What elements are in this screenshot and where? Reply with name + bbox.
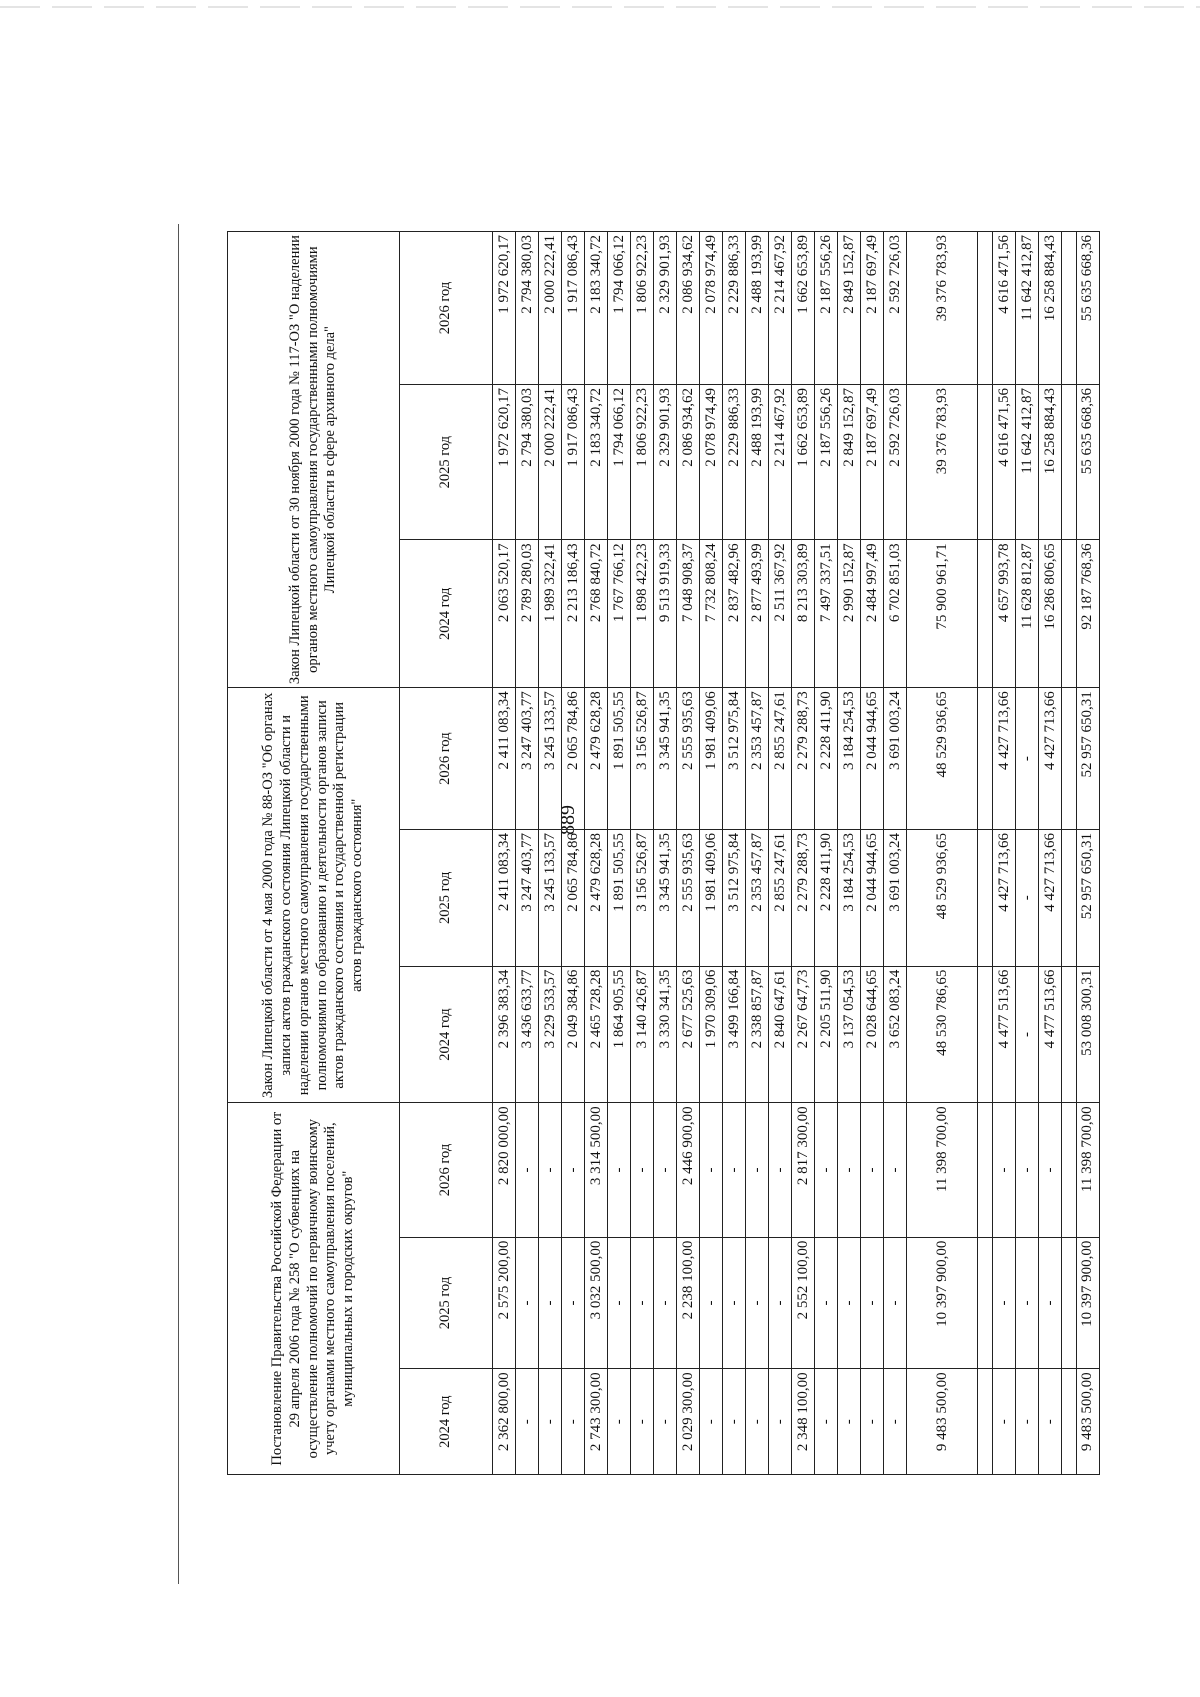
table-cell: - — [539, 1237, 562, 1369]
table-cell: - — [539, 1369, 562, 1475]
table-cell: - — [608, 1103, 631, 1237]
table-cell: 2 789 280,03 — [516, 540, 539, 688]
table-cell: 2 555 935,63 — [677, 688, 700, 830]
table-cell: 1 794 066,12 — [608, 384, 631, 539]
table-cell: 4 616 471,56 — [993, 384, 1016, 539]
table-row — [838, 232, 861, 1475]
table-cell: - — [861, 1103, 884, 1237]
table-cell: 11 398 700,00 — [907, 1103, 978, 1237]
table-cell: - — [562, 1103, 585, 1237]
empty-cell — [978, 829, 993, 966]
table-cell: 6 702 851,03 — [884, 540, 907, 688]
table-body — [493, 232, 1100, 1475]
table-cell: - — [838, 1103, 861, 1237]
table-cell: 2 187 556,26 — [815, 384, 838, 539]
empty-cell — [1062, 540, 1077, 688]
spacer-row — [1062, 232, 1077, 1475]
table-cell: 16 286 806,65 — [1039, 540, 1062, 688]
table-cell: 3 184 254,53 — [838, 829, 861, 966]
table-cell: 2 183 340,72 — [585, 384, 608, 539]
table-cell: - — [769, 1103, 792, 1237]
year-header: 2025 год — [400, 1237, 493, 1369]
table-cell: 2 187 556,26 — [815, 232, 838, 385]
table-cell: - — [1016, 1103, 1039, 1237]
table-row — [585, 232, 608, 1475]
table-cell: 3 499 166,84 — [723, 966, 746, 1103]
table-cell: - — [1016, 829, 1039, 966]
table-row — [654, 232, 677, 1475]
table-cell: 2 000 222,41 — [539, 232, 562, 385]
empty-cell — [978, 1237, 993, 1369]
table-cell: 2 279 288,73 — [792, 829, 815, 966]
table-row — [769, 232, 792, 1475]
table-cell: - — [861, 1237, 884, 1369]
table-cell: 2 065 784,86 — [562, 688, 585, 830]
subtotal-row — [907, 232, 978, 1475]
table-cell: 2 877 493,99 — [746, 540, 769, 688]
table-cell: 2 411 083,34 — [493, 829, 516, 966]
table-row — [677, 232, 700, 1475]
table-cell: 11 642 412,87 — [1016, 232, 1039, 385]
table-row — [562, 232, 585, 1475]
table-cell: 2 488 193,99 — [746, 384, 769, 539]
table-cell: 2 479 628,28 — [585, 688, 608, 830]
table-cell: 9 513 919,33 — [654, 540, 677, 688]
table-cell: 7 732 808,24 — [700, 540, 723, 688]
table-cell: 1 981 409,06 — [700, 829, 723, 966]
empty-cell — [978, 688, 993, 830]
table-cell: 2 855 247,61 — [769, 829, 792, 966]
table-cell: 1 970 309,06 — [700, 966, 723, 1103]
table-cell: 2 229 886,33 — [723, 384, 746, 539]
table-cell: 2 078 974,49 — [700, 384, 723, 539]
table-cell: 11 642 412,87 — [1016, 384, 1039, 539]
table-row — [861, 232, 884, 1475]
table-cell: - — [993, 1369, 1016, 1475]
table-row — [631, 232, 654, 1475]
table-cell: 1 662 653,89 — [792, 384, 815, 539]
table-cell: 3 345 941,35 — [654, 688, 677, 830]
table-cell: 10 397 900,00 — [907, 1237, 978, 1369]
table-cell: 2 592 726,03 — [884, 384, 907, 539]
table-cell: 2 063 520,17 — [493, 540, 516, 688]
table-cell: 2 078 974,49 — [700, 232, 723, 385]
table-cell: 1 891 505,55 — [608, 829, 631, 966]
table-cell: 2 205 511,90 — [815, 966, 838, 1103]
table-cell: 2 000 222,41 — [539, 384, 562, 539]
table-cell: 2 214 467,92 — [769, 232, 792, 385]
table-cell: - — [815, 1237, 838, 1369]
table-cell: 1 972 620,17 — [493, 232, 516, 385]
table-cell: 3 691 003,24 — [884, 829, 907, 966]
empty-cell — [978, 540, 993, 688]
table-cell: - — [654, 1237, 677, 1369]
table-cell: 3 691 003,24 — [884, 688, 907, 830]
table-cell: - — [861, 1369, 884, 1475]
table-cell: 3 512 975,84 — [723, 829, 746, 966]
table-cell: - — [562, 1237, 585, 1369]
table-cell: - — [838, 1369, 861, 1475]
table-cell: 2 411 083,34 — [493, 688, 516, 830]
table-cell: 2 238 100,00 — [677, 1237, 700, 1369]
table-cell: 1 972 620,17 — [493, 384, 516, 539]
table-cell: 39 376 783,93 — [907, 232, 978, 385]
table-cell: - — [608, 1369, 631, 1475]
table-cell: - — [815, 1103, 838, 1237]
table-cell: 2 465 728,28 — [585, 966, 608, 1103]
table-cell: 4 477 513,66 — [1039, 966, 1062, 1103]
table-cell: 1 989 322,41 — [539, 540, 562, 688]
table-row — [493, 232, 516, 1475]
scan-edge-artifact — [0, 6, 1200, 8]
table-cell: 1 917 086,43 — [562, 384, 585, 539]
table-cell: 2 187 697,49 — [861, 232, 884, 385]
table-cell: - — [516, 1103, 539, 1237]
table-cell: 9 483 500,00 — [907, 1369, 978, 1475]
table-cell: 2 555 935,63 — [677, 829, 700, 966]
table-cell: - — [723, 1369, 746, 1475]
table-cell: - — [815, 1369, 838, 1475]
table-cell: 2 396 383,34 — [493, 966, 516, 1103]
table-cell: 8 213 303,89 — [792, 540, 815, 688]
table-cell: 2 228 411,90 — [815, 829, 838, 966]
table-row — [516, 232, 539, 1475]
table-cell: - — [654, 1369, 677, 1475]
table-cell: - — [884, 1369, 907, 1475]
table-cell: 2 267 647,73 — [792, 966, 815, 1103]
table-cell: 2 575 200,00 — [493, 1237, 516, 1369]
table-cell: 3 436 633,77 — [516, 966, 539, 1103]
year-header: 2026 год — [400, 232, 493, 385]
table-cell: 2 794 380,03 — [516, 232, 539, 385]
table-cell: - — [1016, 1369, 1039, 1475]
table-cell: 2 348 100,00 — [792, 1369, 815, 1475]
table-cell: 3 512 975,84 — [723, 688, 746, 830]
table-cell: 2 768 840,72 — [585, 540, 608, 688]
empty-cell — [978, 1103, 993, 1237]
empty-cell — [1062, 232, 1077, 385]
table-cell: 7 048 908,37 — [677, 540, 700, 688]
table-cell: 11 398 700,00 — [1076, 1103, 1099, 1237]
table-cell: 2 044 944,65 — [861, 688, 884, 830]
table-cell: 2 028 644,65 — [861, 966, 884, 1103]
table-row — [723, 232, 746, 1475]
empty-cell — [1062, 966, 1077, 1103]
grand-total-row — [1076, 232, 1099, 1475]
table-cell: - — [700, 1103, 723, 1237]
table-cell: 1 794 066,12 — [608, 232, 631, 385]
table-cell: 3 140 426,87 — [631, 966, 654, 1103]
table-cell: 2 511 367,92 — [769, 540, 792, 688]
year-header: 2024 год — [400, 540, 493, 688]
table-row — [993, 232, 1016, 1475]
table-cell: 2 187 697,49 — [861, 384, 884, 539]
empty-cell — [1062, 1103, 1077, 1237]
year-header: 2026 год — [400, 688, 493, 830]
table-cell: 2 592 726,03 — [884, 232, 907, 385]
table-cell: 2 820 000,00 — [493, 1103, 516, 1237]
table-cell: - — [884, 1103, 907, 1237]
table-row — [1039, 232, 1062, 1475]
table-cell: 2 855 247,61 — [769, 688, 792, 830]
table-cell: - — [746, 1237, 769, 1369]
table-cell: 4 427 713,66 — [1039, 829, 1062, 966]
table-cell: 48 529 936,65 — [907, 829, 978, 966]
table-cell: 3 247 403,77 — [516, 829, 539, 966]
group-header-civil-registry: Закон Липецкой области от 4 мая 2000 года № 88-ОЗ "Об органах записи актов гражданского состояния Липецкой области и наделении органов местного самоуправления государственными полномочиями по образованию и деятельности органов записи актов гражданского состояния и государственной регистрации актов гражданского состояния" — [228, 688, 400, 1103]
spacer-row — [978, 232, 993, 1475]
group-header-military-registration: Постановление Правительства Российской Федерации от 29 апреля 2006 года № 258 "О субвенциях на осуществление полномочий по первичному воинскому учету органами местного самоуправления поселений, муниципальных и городских округов" — [228, 1103, 400, 1475]
table-cell: 3 156 526,87 — [631, 688, 654, 830]
empty-cell — [1062, 688, 1077, 830]
table-cell: 52 957 650,31 — [1076, 829, 1099, 966]
table-cell: - — [1039, 1369, 1062, 1475]
year-header: 2025 год — [400, 384, 493, 539]
table-cell: - — [516, 1369, 539, 1475]
table-cell: 4 477 513,66 — [993, 966, 1016, 1103]
table-cell: 3 184 254,53 — [838, 688, 861, 830]
table-cell: - — [631, 1103, 654, 1237]
table-cell: 3 245 133,57 — [539, 688, 562, 830]
table-cell: 4 427 713,66 — [993, 829, 1016, 966]
rotated-table-container — [227, 231, 1100, 1475]
table-cell: 11 628 812,87 — [1016, 540, 1039, 688]
empty-cell — [1062, 829, 1077, 966]
table-cell: 2 743 300,00 — [585, 1369, 608, 1475]
table-row — [815, 232, 838, 1475]
table-cell: - — [769, 1237, 792, 1369]
year-header-row — [400, 232, 493, 1475]
table-cell: 7 497 337,51 — [815, 540, 838, 688]
table-cell: 92 187 768,36 — [1076, 540, 1099, 688]
table-cell: 2 029 300,00 — [677, 1369, 700, 1475]
table-row — [700, 232, 723, 1475]
table-cell: 2 353 457,87 — [746, 829, 769, 966]
table-row — [1016, 232, 1039, 1475]
table-cell: 2 849 152,87 — [838, 384, 861, 539]
table-cell: 2 086 934,62 — [677, 232, 700, 385]
table-cell: - — [631, 1237, 654, 1369]
table-cell: 3 137 054,53 — [838, 966, 861, 1103]
table-cell: 2 488 193,99 — [746, 232, 769, 385]
table-cell: 2 213 186,43 — [562, 540, 585, 688]
table-cell: 48 529 936,65 — [907, 688, 978, 830]
table-cell: 4 427 713,66 — [1039, 688, 1062, 830]
table-cell: - — [1016, 688, 1039, 830]
table-cell: 4 657 993,78 — [993, 540, 1016, 688]
table-cell: - — [723, 1237, 746, 1369]
table-cell: - — [884, 1237, 907, 1369]
table-cell: - — [746, 1103, 769, 1237]
table-cell: 2 849 152,87 — [838, 232, 861, 385]
table-row — [608, 232, 631, 1475]
table-cell: 3 245 133,57 — [539, 829, 562, 966]
year-header: 2026 год — [400, 1103, 493, 1237]
table-cell: 55 635 668,36 — [1076, 232, 1099, 385]
table-cell: 2 065 784,86 — [562, 829, 585, 966]
table-cell: 75 900 961,71 — [907, 540, 978, 688]
table-cell: - — [562, 1369, 585, 1475]
table-cell: 3 652 083,24 — [884, 966, 907, 1103]
table-cell: 3 314 500,00 — [585, 1103, 608, 1237]
table-cell: 2 279 288,73 — [792, 688, 815, 830]
empty-cell — [1062, 1369, 1077, 1475]
table-cell: 52 957 650,31 — [1076, 688, 1099, 830]
table-cell: 3 156 526,87 — [631, 829, 654, 966]
table-cell: 2 229 886,33 — [723, 232, 746, 385]
table-cell: 2 086 934,62 — [677, 384, 700, 539]
table-cell: 2 214 467,92 — [769, 384, 792, 539]
table-row — [539, 232, 562, 1475]
table-cell: 1 767 766,12 — [608, 540, 631, 688]
table-cell: 3 330 341,35 — [654, 966, 677, 1103]
table-cell: 48 530 786,65 — [907, 966, 978, 1103]
year-header: 2025 год — [400, 829, 493, 966]
table-cell: - — [1016, 1237, 1039, 1369]
table-cell: 2 479 628,28 — [585, 829, 608, 966]
table-cell: 2 840 647,61 — [769, 966, 792, 1103]
table-cell: - — [838, 1237, 861, 1369]
table-row — [884, 232, 907, 1475]
table-cell: 2 362 800,00 — [493, 1369, 516, 1475]
table-cell: - — [700, 1237, 723, 1369]
group-header-archives: Закон Липецкой области от 30 ноября 2000 года № 117-ОЗ "О наделении органов местного самоуправления государственными полномочиями Липецкой области в сфере архивного дела" — [228, 232, 400, 688]
table-cell: - — [516, 1237, 539, 1369]
year-header: 2024 год — [400, 966, 493, 1103]
table-cell: 3 032 500,00 — [585, 1237, 608, 1369]
table-cell: - — [608, 1237, 631, 1369]
table-cell: 2 817 300,00 — [792, 1103, 815, 1237]
table-cell: 1 891 505,55 — [608, 688, 631, 830]
table-cell: - — [746, 1369, 769, 1475]
table-cell: - — [700, 1369, 723, 1475]
table-cell: 2 329 901,93 — [654, 384, 677, 539]
subventions-table — [227, 231, 1100, 1475]
table-cell: 4 616 471,56 — [993, 232, 1016, 385]
table-cell: 1 898 422,23 — [631, 540, 654, 688]
table-cell: 2 552 100,00 — [792, 1237, 815, 1369]
table-cell: 4 427 713,66 — [993, 688, 1016, 830]
table-cell: 3 229 533,57 — [539, 966, 562, 1103]
table-cell: 1 806 922,23 — [631, 384, 654, 539]
table-cell: - — [1016, 966, 1039, 1103]
table-cell: - — [723, 1103, 746, 1237]
table-cell: 2 228 411,90 — [815, 688, 838, 830]
table-cell: - — [1039, 1103, 1062, 1237]
empty-cell — [1062, 384, 1077, 539]
table-cell: 9 483 500,00 — [1076, 1369, 1099, 1475]
table-cell: 10 397 900,00 — [1076, 1237, 1099, 1369]
table-cell: - — [993, 1237, 1016, 1369]
margin-line — [178, 224, 179, 1584]
empty-cell — [978, 384, 993, 539]
table-cell: 1 981 409,06 — [700, 688, 723, 830]
table-cell: 1 864 905,55 — [608, 966, 631, 1103]
table-cell: 2 044 944,65 — [861, 829, 884, 966]
table-cell: - — [993, 1103, 1016, 1237]
table-cell: 3 345 941,35 — [654, 829, 677, 966]
empty-cell — [978, 232, 993, 385]
empty-cell — [978, 966, 993, 1103]
empty-cell — [1062, 1237, 1077, 1369]
table-cell: 53 008 300,31 — [1076, 966, 1099, 1103]
table-cell: - — [1039, 1237, 1062, 1369]
table-cell: 2 049 384,86 — [562, 966, 585, 1103]
table-cell: 1 806 922,23 — [631, 232, 654, 385]
table-row — [792, 232, 815, 1475]
table-cell: 3 247 403,77 — [516, 688, 539, 830]
table-row — [746, 232, 769, 1475]
page-number: 889 — [557, 805, 579, 835]
table-cell: - — [539, 1103, 562, 1237]
table-cell: 16 258 884,43 — [1039, 384, 1062, 539]
table-cell: 39 376 783,93 — [907, 384, 978, 539]
table-cell: 55 635 668,36 — [1076, 384, 1099, 539]
table-cell: 2 329 901,93 — [654, 232, 677, 385]
table-cell: 2 338 857,87 — [746, 966, 769, 1103]
table-cell: 2 794 380,03 — [516, 384, 539, 539]
table-cell: - — [654, 1103, 677, 1237]
table-cell: 2 446 900,00 — [677, 1103, 700, 1237]
table-cell: 1 917 086,43 — [562, 232, 585, 385]
table-cell: - — [631, 1369, 654, 1475]
table-cell: 2 990 152,87 — [838, 540, 861, 688]
table-cell: 16 258 884,43 — [1039, 232, 1062, 385]
table-cell: 2 353 457,87 — [746, 688, 769, 830]
table-cell: 2 183 340,72 — [585, 232, 608, 385]
table-cell: 1 662 653,89 — [792, 232, 815, 385]
table-cell: 2 677 525,63 — [677, 966, 700, 1103]
empty-cell — [978, 1369, 993, 1475]
year-header: 2024 год — [400, 1369, 493, 1475]
table-cell: 2 484 997,49 — [861, 540, 884, 688]
table-cell: 2 837 482,96 — [723, 540, 746, 688]
table-cell: - — [769, 1369, 792, 1475]
